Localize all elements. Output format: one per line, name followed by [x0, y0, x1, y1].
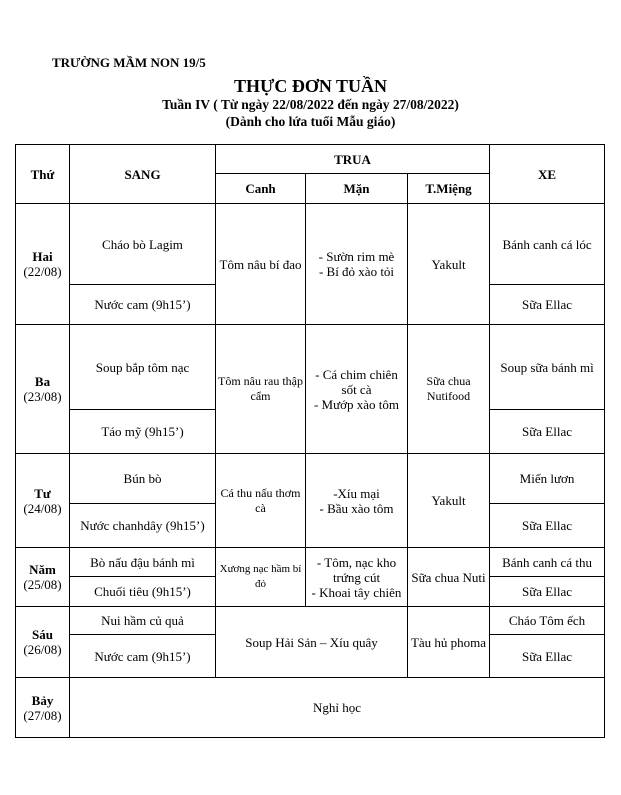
table-row	[16, 204, 605, 285]
trang-mieng-cell: Yakult	[408, 204, 490, 325]
canh-cell: Xương nạc hầm bí đỏ	[216, 548, 306, 607]
trang-mieng-cell: Tàu hủ phoma	[408, 607, 490, 678]
man-item: - Bí đỏ xào tỏi	[318, 264, 395, 279]
canh-cell: Tôm nâu rau thập cẩm	[216, 325, 306, 454]
xe-milk: Sữa Ellac	[490, 635, 605, 678]
week-range: Tuần IV ( Từ ngày 22/08/2022 đến ngày 27/08/2022)	[162, 97, 459, 112]
header-trang-mieng: T.Miệng	[408, 174, 490, 204]
header-thu: Thứ	[16, 145, 70, 204]
sang-main: Cháo bò Lagim	[70, 204, 216, 285]
header-trua: TRUA	[216, 145, 490, 174]
day-name: Bảy	[31, 692, 54, 708]
xe-milk: Sữa Ellac	[490, 504, 605, 548]
day-date: (25/08)	[23, 577, 62, 592]
weekly-menu-table	[15, 144, 605, 738]
sang-snack: Chuối tiêu (9h15’)	[70, 577, 216, 607]
header-sang: SANG	[70, 145, 216, 204]
day-date: (23/08)	[23, 389, 62, 404]
day-cell	[16, 548, 70, 607]
day-date: (27/08)	[23, 707, 62, 723]
sang-main: Bò nấu đậu bánh mì	[70, 548, 216, 577]
header-xe: XE	[490, 145, 605, 204]
closed-cell: Nghỉ học	[70, 678, 605, 738]
day-date: (26/08)	[23, 642, 62, 657]
sang-snack: Nước chanhdây (9h15’)	[70, 504, 216, 548]
day-date: (22/08)	[23, 264, 62, 279]
xe-milk: Sữa Ellac	[490, 410, 605, 454]
man-cell	[306, 548, 408, 607]
man-item: - Tôm, nạc kho trứng cút	[316, 554, 397, 585]
xe-milk: Sữa Ellac	[490, 285, 605, 325]
audience-note: (Dành cho lứa tuổi Mẫu giáo)	[225, 114, 396, 129]
canh-cell: Tôm nâu bí đao	[216, 204, 306, 325]
day-name: Ba	[34, 374, 51, 389]
man-cell	[306, 325, 408, 454]
sang-snack: Táo mỹ (9h15’)	[70, 410, 216, 454]
table-row	[16, 454, 605, 504]
man-item: - Mướp xào tôm	[313, 396, 400, 412]
xe-main: Bánh canh cá thu	[490, 548, 605, 577]
man-item: - Khoai tây chiên	[311, 584, 402, 600]
header-man: Mặn	[306, 174, 408, 204]
day-name: Tư	[34, 485, 51, 501]
man-cell	[306, 454, 408, 548]
man-item: -Xíu mại	[333, 485, 380, 501]
table-row	[16, 325, 605, 410]
day-name: Năm	[29, 562, 56, 577]
day-cell	[16, 454, 70, 548]
header-canh: Canh	[216, 174, 306, 204]
xe-main: Bánh canh cá lóc	[490, 204, 605, 285]
man-item: - Sườn rim mè	[318, 249, 395, 264]
sang-main: Nui hầm củ quả	[70, 607, 216, 635]
table-row	[16, 607, 605, 635]
xe-main: Cháo Tôm ếch	[490, 607, 605, 635]
sang-snack: Nước cam (9h15’)	[70, 635, 216, 678]
xe-main: Miến lươn	[490, 454, 605, 504]
day-date: (24/08)	[23, 500, 62, 516]
day-cell	[16, 325, 70, 454]
sang-main: Bún bò	[70, 454, 216, 504]
trang-mieng-cell: Yakult	[408, 454, 490, 548]
day-cell	[16, 607, 70, 678]
page-title: THỰC ĐƠN TUẦN	[233, 76, 387, 96]
school-name: TRƯỜNG MẦM NON 19/5	[52, 55, 206, 70]
xe-main: Soup sữa bánh mì	[490, 325, 605, 410]
xe-milk: Sữa Ellac	[490, 577, 605, 607]
table-row	[16, 548, 605, 577]
man-cell	[306, 204, 408, 325]
trang-mieng-cell: Sữa chua Nutifood	[408, 325, 490, 454]
table-row	[16, 678, 605, 738]
day-name: Sáu	[32, 627, 53, 642]
day-cell	[16, 204, 70, 325]
sang-main: Soup bắp tôm nạc	[70, 325, 216, 410]
canh-cell: Cá thu nấu thơm cà	[216, 454, 306, 548]
day-cell	[16, 678, 70, 738]
trua-merged-cell: Soup Hải Sản – Xíu quây	[216, 607, 408, 678]
man-item: - Cá chim chiên sốt cà	[315, 366, 398, 397]
trang-mieng-cell: Sữa chua Nuti	[408, 548, 490, 607]
sang-snack: Nước cam (9h15’)	[70, 285, 216, 325]
man-item: - Bầu xào tôm	[319, 500, 394, 516]
day-name: Hai	[32, 249, 53, 264]
